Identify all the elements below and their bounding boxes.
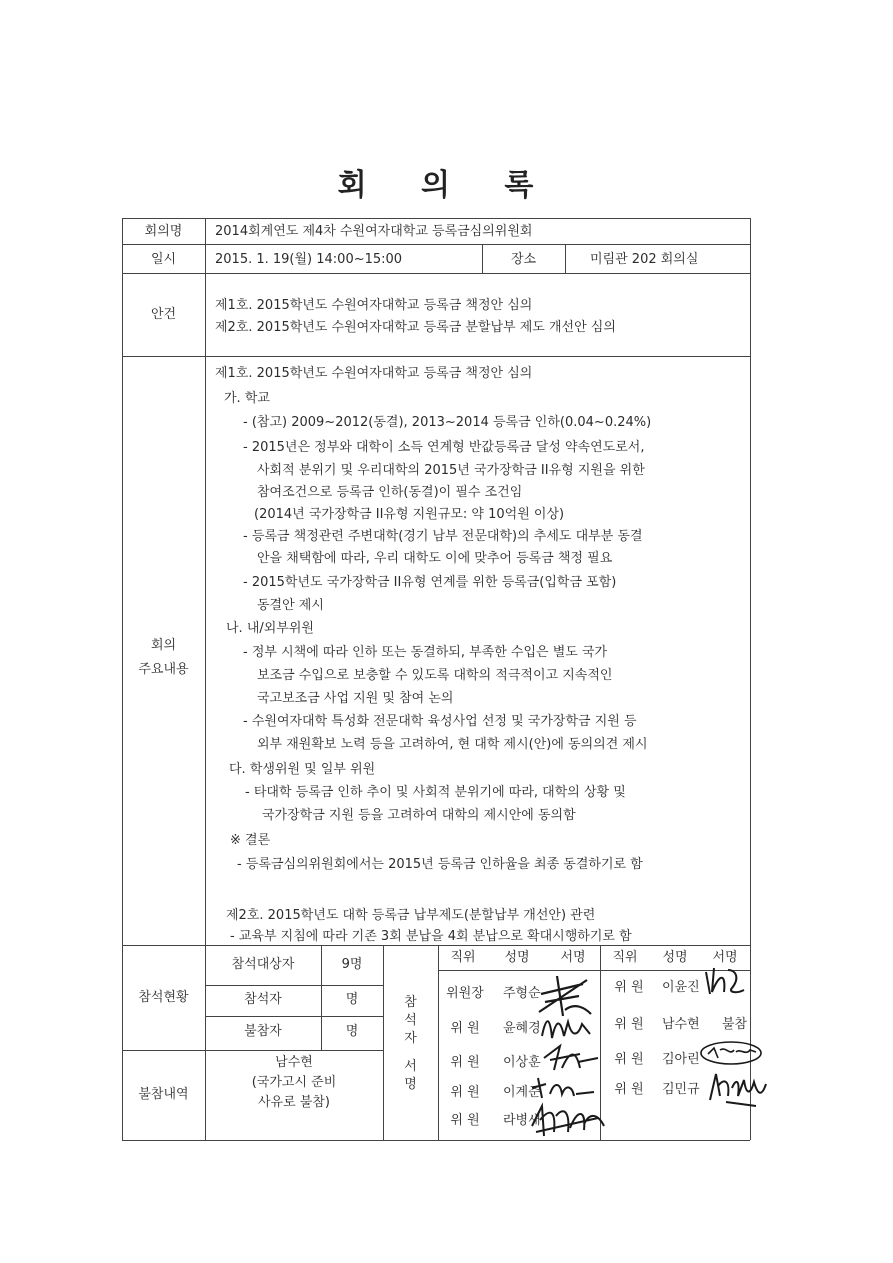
member-signature-absent: 불참: [722, 1017, 748, 1032]
absent-detail-label: 불참내역: [138, 1087, 189, 1102]
meeting-name-label: 회의명: [144, 224, 183, 239]
place-value-divider: [565, 244, 566, 273]
handwritten-signature: [706, 1066, 772, 1110]
handwritten-signature: [700, 962, 748, 1002]
content-line: - 수원여자대학 특성화 전문대학 육성사업 선정 및 국가장학금 지원 등: [243, 714, 637, 729]
absent-detail-line: 사유로 불참): [258, 1095, 330, 1110]
signature-label-divider-right: [438, 945, 439, 1140]
header-name: 성명: [662, 950, 688, 965]
content-line: - 2015학년도 국가장학금 II유형 연계를 위한 등록금(입학금 포함): [243, 575, 617, 590]
content-line: - 2015년은 정부와 대학이 소득 연계형 반값등록금 달성 약속연도로서,: [243, 440, 645, 455]
content-label-line: 회의: [150, 638, 177, 653]
member-position: 위 원: [450, 1055, 480, 1070]
attendance-target-value: 9명: [341, 957, 363, 972]
member-position: 위 원: [450, 1113, 480, 1128]
content-line: 국고보조금 사업 지원 및 참여 논의: [257, 691, 454, 706]
content-label: [122, 638, 205, 678]
handwritten-signature: [538, 1012, 598, 1042]
meeting-place-value: 미림관 202 회의실: [590, 252, 699, 267]
table-border-top: [122, 218, 750, 219]
content-line: - 등록금 책정관련 주변대학(경기 남부 전문대학)의 추세도 대부분 동결: [243, 529, 643, 544]
content-line: 가. 학교: [224, 391, 270, 406]
header-signature: 서명: [712, 950, 738, 965]
meeting-date-value: 2015. 1. 19(월) 14:00~15:00: [215, 252, 403, 267]
attendance-label: 참석현황: [138, 990, 189, 1005]
table-border-bottom: [122, 1140, 750, 1141]
content-line: (2014년 국가장학금 II유형 지원규모: 약 10억원 이상): [254, 507, 565, 522]
attendance-absent-value: 명: [345, 1024, 359, 1039]
signature-section-label: 참 석 자 서 명: [404, 995, 417, 1092]
member-position: 위 원: [450, 1021, 480, 1036]
agenda-item: 제2호. 2015학년도 수원여자대학교 등록금 분할납부 제도 개선안 심의: [215, 320, 616, 335]
member-name: 김민규: [662, 1082, 700, 1097]
content-line: 다. 학생위원 및 일부 위원: [229, 762, 376, 777]
content-line: - 정부 시책에 따라 인하 또는 동결하되, 부족한 수입은 별도 국가: [243, 645, 608, 660]
member-name: 이상훈: [503, 1055, 541, 1070]
member-name: 김아린: [662, 1052, 700, 1067]
content-line: - (참고) 2009~2012(동결), 2013~2014 등록금 인하(0.04~0.24%): [243, 415, 652, 430]
agenda-label: 안건: [150, 307, 177, 322]
content-line: ※ 결론: [230, 833, 271, 848]
table-row-divider: [122, 244, 750, 245]
member-position: 위원장: [446, 986, 484, 1001]
attendance-target-label: 참석대상자: [231, 957, 295, 972]
agenda-item: 제1호. 2015학년도 수원여자대학교 등록금 책정안 심의: [215, 298, 533, 313]
content-line: 참여조건으로 등록금 인하(동결)이 필수 조건임: [257, 485, 523, 500]
content-label-line: 주요내용: [138, 662, 189, 677]
member-position: 위 원: [614, 1052, 644, 1067]
meeting-place-label: 장소: [510, 252, 537, 267]
member-name: 남수현: [662, 1017, 700, 1032]
content-line: 제1호. 2015학년도 수원여자대학교 등록금 책정안 심의: [215, 366, 533, 381]
header-name: 성명: [504, 950, 530, 965]
content-line: 사회적 분위기 및 우리대학의 2015년 국가장학금 II유형 지원을 위한: [257, 463, 645, 478]
member-name: 이윤진: [662, 980, 700, 995]
handwritten-signature: [528, 1098, 608, 1140]
table-border-right: [750, 218, 751, 1140]
member-position: 위 원: [614, 980, 644, 995]
handwritten-signature: [698, 1036, 764, 1070]
attendance-section-divider: [122, 1050, 383, 1051]
member-name: 윤혜경: [503, 1021, 541, 1036]
meeting-name-value: 2014회계연도 제4차 수원여자대학교 등록금심의위원회: [215, 224, 533, 239]
content-line: - 교육부 지침에 따라 기존 3회 분납을 4회 분납으로 확대시행하기로 함: [230, 929, 632, 944]
attendance-row-divider: [205, 1016, 383, 1017]
table-row-divider: [122, 356, 750, 357]
table-row-divider: [122, 273, 750, 274]
content-line: 보조금 수입으로 보충할 수 있도록 대학의 적극적이고 지속적인: [257, 668, 613, 683]
header-position: 직위: [450, 950, 476, 965]
content-line: 제2호. 2015학년도 대학 등록금 납부제도(분할납부 개선안) 관련: [226, 908, 596, 923]
page-title: 회 의 록: [337, 168, 556, 203]
absent-detail-line: (국가고시 준비: [251, 1075, 337, 1090]
attendance-present-value: 명: [345, 992, 359, 1007]
table-row-divider: [122, 945, 750, 946]
header-signature: 서명: [560, 950, 586, 965]
attendance-absent-label: 불참자: [244, 1024, 282, 1039]
member-name: 라병새: [503, 1113, 541, 1128]
member-position: 위 원: [614, 1017, 644, 1032]
attendance-row-divider: [205, 985, 383, 986]
attendance-present-label: 참석자: [244, 992, 282, 1007]
meeting-date-label: 일시: [150, 252, 177, 267]
member-name: 주형순: [503, 986, 541, 1001]
member-position: 위 원: [614, 1082, 644, 1097]
content-line: - 타대학 등록금 인하 추이 및 사회적 분위기에 따라, 대학의 상황 및: [245, 785, 626, 800]
content-line: 동결안 제시: [257, 598, 324, 613]
content-line: - 등록금심의위원회에서는 2015년 등록금 인하율을 최종 동결하기로 함: [237, 857, 643, 872]
content-line: 외부 재원확보 노력 등을 고려하여, 현 대학 제시(안)에 동의의견 제시: [257, 737, 648, 752]
content-line: 국가장학금 지원 등을 고려하여 대학의 제시안에 동의함: [262, 808, 576, 823]
handwritten-signature: [540, 1040, 602, 1074]
absent-detail-line: 남수현: [275, 1055, 313, 1070]
content-line: 안을 채택함에 따라, 우리 대학도 이에 맞추어 등록금 책정 필요: [257, 551, 613, 566]
member-name: 이계준: [503, 1085, 541, 1100]
header-position: 직위: [612, 950, 638, 965]
member-position: 위 원: [450, 1085, 480, 1100]
content-line: 나. 내/외부위원: [226, 621, 314, 636]
